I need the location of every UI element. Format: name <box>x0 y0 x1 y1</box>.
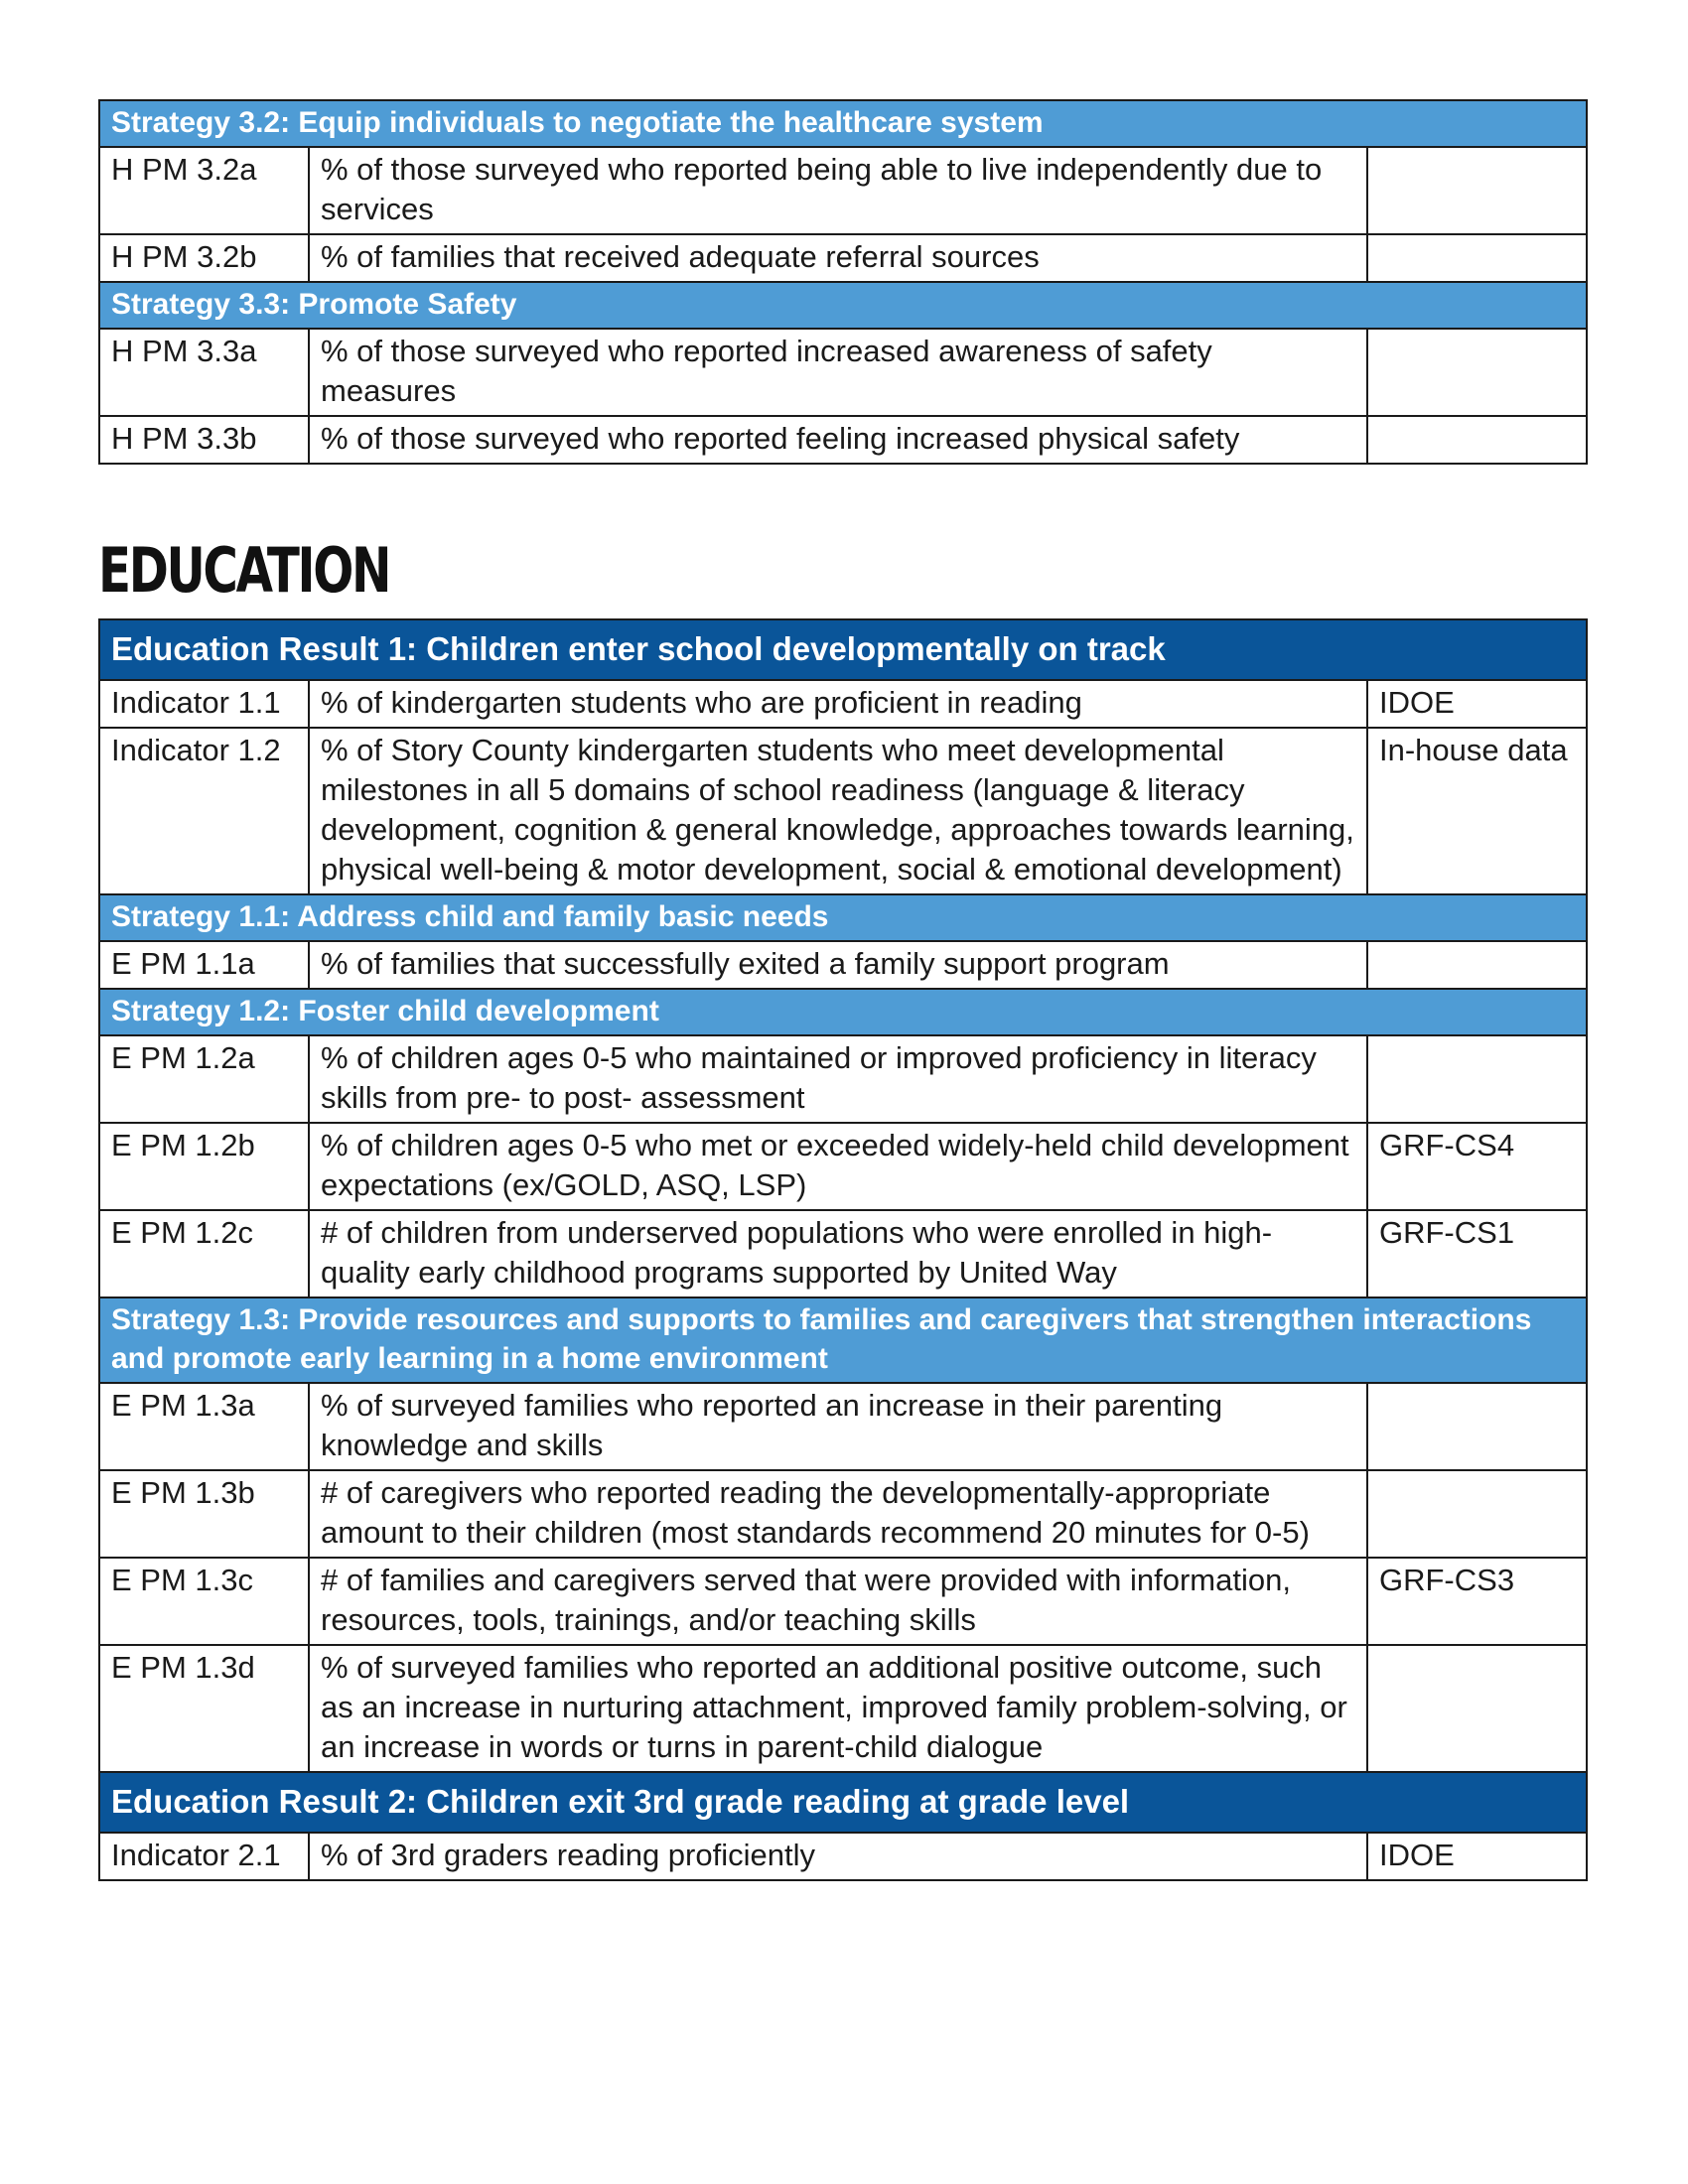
measure-code: E PM 1.2a <box>99 1035 309 1123</box>
indicator-description: % of 3rd graders reading proficiently <box>309 1833 1367 1880</box>
indicator-code: Indicator 2.1 <box>99 1833 309 1880</box>
strategy-header: Strategy 3.2: Equip individuals to negotiate the healthcare system <box>99 100 1587 147</box>
measure-code: E PM 1.3b <box>99 1470 309 1558</box>
measure-code: E PM 1.1a <box>99 941 309 989</box>
measure-description: % of those surveyed who reported being able to live independently due to services <box>309 147 1367 234</box>
table-row <box>99 728 1587 894</box>
table-row <box>99 941 1587 989</box>
measure-source <box>1367 234 1587 282</box>
indicator-source: IDOE <box>1367 680 1587 728</box>
strategy-header-row <box>99 1297 1587 1383</box>
health-measures-table <box>98 99 1588 465</box>
measure-source: GRF-CS4 <box>1367 1123 1587 1210</box>
measure-code: H PM 3.3a <box>99 329 309 416</box>
measure-description: # of families and caregivers served that were provided with information, resources, tools, trainings, and/or teaching skills <box>309 1558 1367 1645</box>
education-measures-table <box>98 618 1588 1881</box>
table-row <box>99 1470 1587 1558</box>
measure-source <box>1367 941 1587 989</box>
measure-description: % of surveyed families who reported an increase in their parenting knowledge and skills <box>309 1383 1367 1470</box>
table-row <box>99 234 1587 282</box>
result-header-row <box>99 619 1587 680</box>
measure-description: # of caregivers who reported reading the developmentally-appropriate amount to their children (most standards recommend 20 minutes for 0-5) <box>309 1470 1367 1558</box>
strategy-header-row <box>99 100 1587 147</box>
measure-code: E PM 1.3c <box>99 1558 309 1645</box>
strategy-header: Strategy 1.2: Foster child development <box>99 989 1587 1035</box>
table-row <box>99 680 1587 728</box>
measure-source: GRF-CS1 <box>1367 1210 1587 1297</box>
table-row <box>99 1645 1587 1772</box>
measure-code: H PM 3.2b <box>99 234 309 282</box>
measure-description: % of families that successfully exited a family support program <box>309 941 1367 989</box>
measure-description: % of those surveyed who reported increased awareness of safety measures <box>309 329 1367 416</box>
indicator-source: IDOE <box>1367 1833 1587 1880</box>
measure-source <box>1367 416 1587 464</box>
measure-code: H PM 3.3b <box>99 416 309 464</box>
result-header: Education Result 1: Children enter school developmentally on track <box>99 619 1587 680</box>
result-header: Education Result 2: Children exit 3rd grade reading at grade level <box>99 1772 1587 1833</box>
measure-code: E PM 1.3a <box>99 1383 309 1470</box>
measure-source <box>1367 1035 1587 1123</box>
table-row <box>99 1558 1587 1645</box>
measure-code: H PM 3.2a <box>99 147 309 234</box>
indicator-description: % of Story County kindergarten students who meet developmental milestones in all 5 domains of school readiness (language & literacy development, cognition & general knowledge, approaches towards learning, physical well-being & motor development, social & emotional development) <box>309 728 1367 894</box>
measure-source: GRF-CS3 <box>1367 1558 1587 1645</box>
measure-code: E PM 1.2c <box>99 1210 309 1297</box>
table-row <box>99 1123 1587 1210</box>
table-row <box>99 416 1587 464</box>
measure-source <box>1367 147 1587 234</box>
measure-description: % of children ages 0-5 who maintained or improved proficiency in literacy skills from pre- to post- assessment <box>309 1035 1367 1123</box>
measure-description: % of children ages 0-5 who met or exceeded widely-held child development expectations (ex/GOLD, ASQ, LSP) <box>309 1123 1367 1210</box>
strategy-header-row <box>99 894 1587 941</box>
indicator-code: Indicator 1.2 <box>99 728 309 894</box>
section-heading-education: EDUCATION <box>98 534 390 607</box>
table-row <box>99 147 1587 234</box>
table-row <box>99 1383 1587 1470</box>
strategy-header: Strategy 1.3: Provide resources and supports to families and caregivers that strengthen interactions and promote early learning in a home environment <box>99 1297 1587 1383</box>
measure-description: % of surveyed families who reported an additional positive outcome, such as an increase in nurturing attachment, improved family problem-solving, or an increase in words or turns in parent-child dialogue <box>309 1645 1367 1772</box>
indicator-code: Indicator 1.1 <box>99 680 309 728</box>
measure-description: % of families that received adequate referral sources <box>309 234 1367 282</box>
strategy-header-row <box>99 989 1587 1035</box>
measure-code: E PM 1.3d <box>99 1645 309 1772</box>
measure-source <box>1367 1645 1587 1772</box>
strategy-header-row <box>99 282 1587 329</box>
result-header-row <box>99 1772 1587 1833</box>
measure-source <box>1367 1470 1587 1558</box>
indicator-source: In-house data <box>1367 728 1587 894</box>
measure-code: E PM 1.2b <box>99 1123 309 1210</box>
strategy-header: Strategy 3.3: Promote Safety <box>99 282 1587 329</box>
measure-source <box>1367 329 1587 416</box>
table-row <box>99 1035 1587 1123</box>
measure-source <box>1367 1383 1587 1470</box>
table-row <box>99 1210 1587 1297</box>
measure-description: % of those surveyed who reported feeling increased physical safety <box>309 416 1367 464</box>
measure-description: # of children from underserved populations who were enrolled in high-quality early childhood programs supported by United Way <box>309 1210 1367 1297</box>
indicator-description: % of kindergarten students who are proficient in reading <box>309 680 1367 728</box>
table-row <box>99 1833 1587 1880</box>
table-row <box>99 329 1587 416</box>
strategy-header: Strategy 1.1: Address child and family basic needs <box>99 894 1587 941</box>
